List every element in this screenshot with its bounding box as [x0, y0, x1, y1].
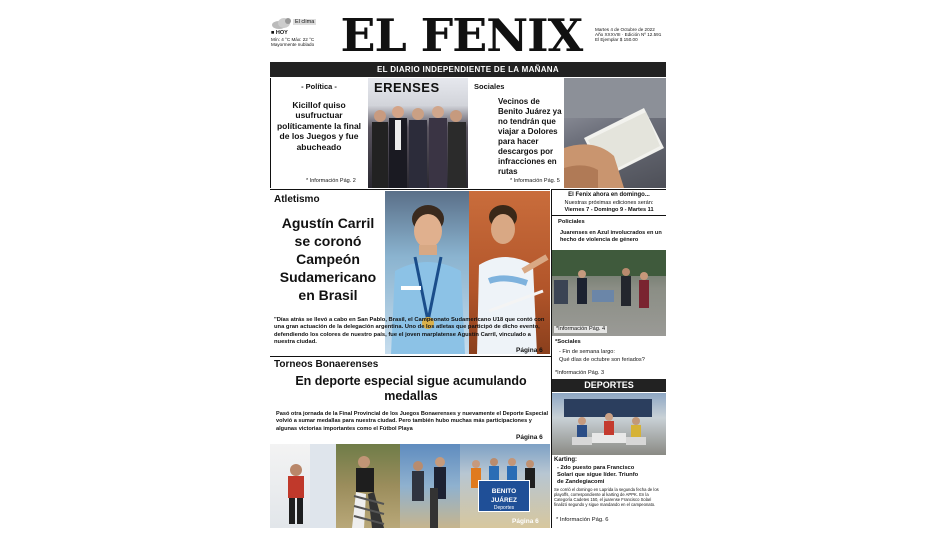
top-row-separator — [270, 189, 550, 190]
fenix-domingo-line1: Nuestras próximas ediciones serán: — [564, 200, 654, 206]
sociales-top-section: Sociales — [474, 82, 505, 91]
cloud-icon — [271, 16, 293, 28]
sociales-side-section: *Sociales — [555, 339, 581, 345]
torneos-photo-2 — [336, 444, 400, 528]
politica-headline: Kicillof quiso usufructuar políticamente la final de los Juegos y fue abucheado — [276, 100, 362, 152]
politica-box-border — [270, 78, 271, 188]
sociales-photo — [564, 78, 666, 188]
policiales-headline: Juarenses en Azul involucrados en un hecho de violencia de género — [560, 230, 662, 243]
politica-photo-banner: ERENSES — [374, 80, 440, 95]
sociales-side-line2: Qué días de octubre son feriados? — [559, 357, 645, 363]
right-column-rule — [551, 189, 552, 528]
fenix-domingo-bottom-rule — [552, 215, 666, 216]
politica-ref: * Información Pág. 2 — [306, 178, 356, 184]
fenix-domingo-top-rule — [552, 189, 666, 190]
tagline-bar: EL DIARIO INDEPENDIENTE DE LA MAÑANA — [270, 62, 666, 77]
atletismo-ref: Página 6 — [516, 347, 543, 354]
edition-line: Año XXXVIII · Edición Nº 12.591 — [595, 32, 662, 37]
torneos-section: Torneos Bonaerenses — [274, 359, 379, 370]
benito-juarez-banner-sub: Deportes — [493, 505, 515, 511]
policiales-photo — [552, 250, 666, 336]
price-line: El Ejemplar $ 150.00 — [595, 37, 638, 42]
atletismo-section: Atletismo — [274, 194, 320, 205]
benito-juarez-banner — [478, 480, 530, 512]
torneos-body: Pasó otra jornada de la Final Provincial de los Juegos Bonaerenses y nuevamente el Deporte Especial volvió a sumar medallas para nuestra ciudad. Pero también hubo muchas más participaciones y algunas victorias importantes como el Fútbol Playa — [276, 411, 549, 432]
fenix-domingo-line2: Viernes 7 - Domingo 9 - Martes 11 — [564, 207, 654, 213]
weather-temps: Mín: 4 °C Máx: 22 °C — [271, 37, 315, 42]
deportes-ref: * Información Pág. 6 — [556, 517, 609, 523]
politica-photo — [368, 78, 468, 188]
torneos-photo-4 — [460, 444, 550, 528]
karting-photo — [552, 393, 666, 455]
policiales-section: Policiales — [558, 219, 585, 225]
torneos-photo-3 — [400, 444, 460, 528]
weather-today: ■ HOY — [271, 30, 288, 36]
karting-headline: - 2do puesto para Francisco Solari que sigue líder. Triunfo de Zandegiacomi — [557, 465, 639, 485]
atletismo-headline: Agustín Carril se coronó Campeón Sudamericano en Brasil — [279, 215, 377, 303]
deportes-banner: DEPORTES — [552, 379, 666, 392]
date-line: Martes 4 de Octubre de 2022 — [595, 27, 655, 32]
torneos-top-rule — [270, 356, 551, 357]
torneos-headline: En deporte especial sigue acumulando medallas — [295, 374, 527, 403]
torneos-photo-1 — [270, 444, 336, 528]
karting-body: Se corrió el domingo en Laprida la segunda fecha de los playoffs, correspondiente al karting de APPK. En la Categoría Cadetes 150, el juarense Francisco Solari finalizó segundo y sigue mandando en el campeonato. — [554, 487, 659, 507]
weather-title: El clima — [295, 19, 315, 25]
sociales-side-line1: - Fin de semana largo: — [559, 349, 615, 355]
torneos-photo-ref: Página 6 — [512, 518, 539, 525]
karting-label: Karting: — [554, 457, 577, 463]
masthead: EL FENIX — [340, 9, 583, 62]
benito-juarez-banner-title: BENITO JUÁREZ — [490, 488, 517, 504]
fenix-domingo-title: El Fenix ahora en domingo... — [568, 192, 650, 198]
torneos-ref: Página 6 — [516, 434, 543, 441]
weather-box — [271, 16, 341, 54]
newspaper-front-page — [268, 8, 668, 528]
sociales-top-ref: * Información Pág. 5 — [510, 178, 560, 184]
politica-section: - Política - — [301, 82, 337, 91]
sociales-top-headline: Vecinos de Benito Juárez ya no tendrán que viajar a Dolores para hacer descargos por infracciones en rutas — [498, 97, 562, 176]
policiales-ref: *Información Pág. 4 — [556, 326, 606, 332]
atletismo-body: "Días atrás se llevó a cabo en San Pablo, Brasil, el Campeonato Sudamericano U18 que contó con una gran actuación de la delegación argentina. Uno de los atletas que participó de dicho evento, defendiendo los colores de nuestro país, fue el joven marplatense Agustín Carril, vinculado a nuestra ciudad. — [274, 317, 545, 346]
weather-desc: Mayormente nublado — [271, 42, 315, 47]
sociales-side-ref: *Información Pág. 3 — [555, 370, 605, 376]
